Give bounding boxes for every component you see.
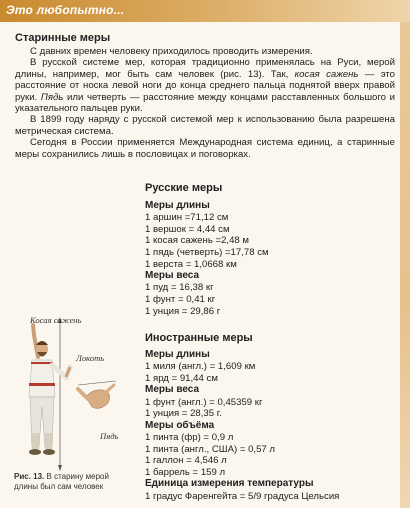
foreign-volume-row: 1 баррель = 159 л (145, 466, 226, 478)
decorative-side-strip (400, 0, 410, 508)
man-measure-illustration (8, 315, 133, 475)
foreign-volume-row: 1 галлон = 4,546 л (145, 455, 227, 467)
label-kosaya-sazhen: Косая сажень (30, 315, 82, 325)
russian-measures (145, 181, 400, 317)
foreign-weight-title: Меры веса (145, 384, 200, 396)
foreign-temp-row: 1 градус Фаренгейта = 5/9 градуса Цельсия (145, 490, 340, 502)
figure-man-illustration (8, 315, 133, 475)
russian-weight-row: 1 пуд = 16,38 кг (145, 282, 214, 294)
figure-caption: Рис. 13. В старину мерой длины был сам человек (14, 472, 109, 491)
section-title: Старинные меры (15, 32, 111, 44)
russian-length-row: 1 пядь (четверть) =17,78 см (145, 246, 269, 258)
foreign-volume-row: 1 пинта (англ., США) = 0,57 л (145, 443, 276, 455)
russian-length-row: 1 косая сажень =2,48 м (145, 235, 250, 247)
russian-length-row: 1 аршин =71,12 см (145, 212, 229, 224)
foreign-volume-row: 1 пинта (фр) = 0,9 л (145, 431, 234, 443)
intro-paragraph-1: С давних времен человеку приходилось проводить измерения. (30, 46, 313, 57)
foreign-weight-row: 1 фунт (англ.) = 0,45359 кг (145, 396, 263, 408)
foreign-volume-title: Меры объёма (145, 419, 215, 431)
foreign-measures (145, 331, 400, 502)
intro-paragraph-2: В русской системе мер, которая традиционно применялась на Руси, мерой длины, например, мог быть сам человек (рис. 13). Так, косая сажень — это расстояние от носка левой ноги до конца среднего пальца поднятой вверх правой руки. Пядь или четверть — расстояние между концами расставленных большого и указательного пальцев руки. (15, 57, 395, 115)
banner-title: Это любопытно... (6, 3, 125, 17)
russian-weight-row: 1 унция = 29,86 г (145, 305, 221, 317)
russian-length-title: Меры длины (145, 200, 210, 211)
russian-weight-row: 1 фунт = 0,41 кг (145, 293, 216, 305)
label-lokot: Локоть (76, 353, 105, 363)
foreign-temp-title: Единица измерения температуры (145, 478, 314, 490)
russian-measures-title: Русские меры (145, 182, 223, 194)
russian-length-row: 1 верста = 1,0668 км (145, 258, 237, 270)
label-pyad: Пядь (100, 431, 119, 441)
intro-paragraph-4: Сегодня в России применяется Международная система единиц, а старинные меры сохранились лишь в пословицах и поговорках. (15, 137, 395, 160)
foreign-measures-title: Иностранные меры (145, 332, 253, 344)
russian-length-row: 1 вершок = 4,44 см (145, 223, 230, 235)
intro-text (15, 46, 395, 160)
foreign-weight-row: 1 унция = 28,35 г. (145, 408, 222, 420)
russian-weight-title: Меры веса (145, 270, 200, 282)
foreign-length-row: 1 ярд = 91,44 см (145, 372, 218, 384)
banner-header (0, 0, 410, 22)
intro-paragraph-3: В 1899 году наряду с русской системой мер к использованию была разрешена метрическая система. (15, 114, 395, 137)
foreign-length-row: 1 миля (англ.) = 1,609 км (145, 361, 256, 373)
foreign-length-title: Меры длины (145, 349, 210, 360)
